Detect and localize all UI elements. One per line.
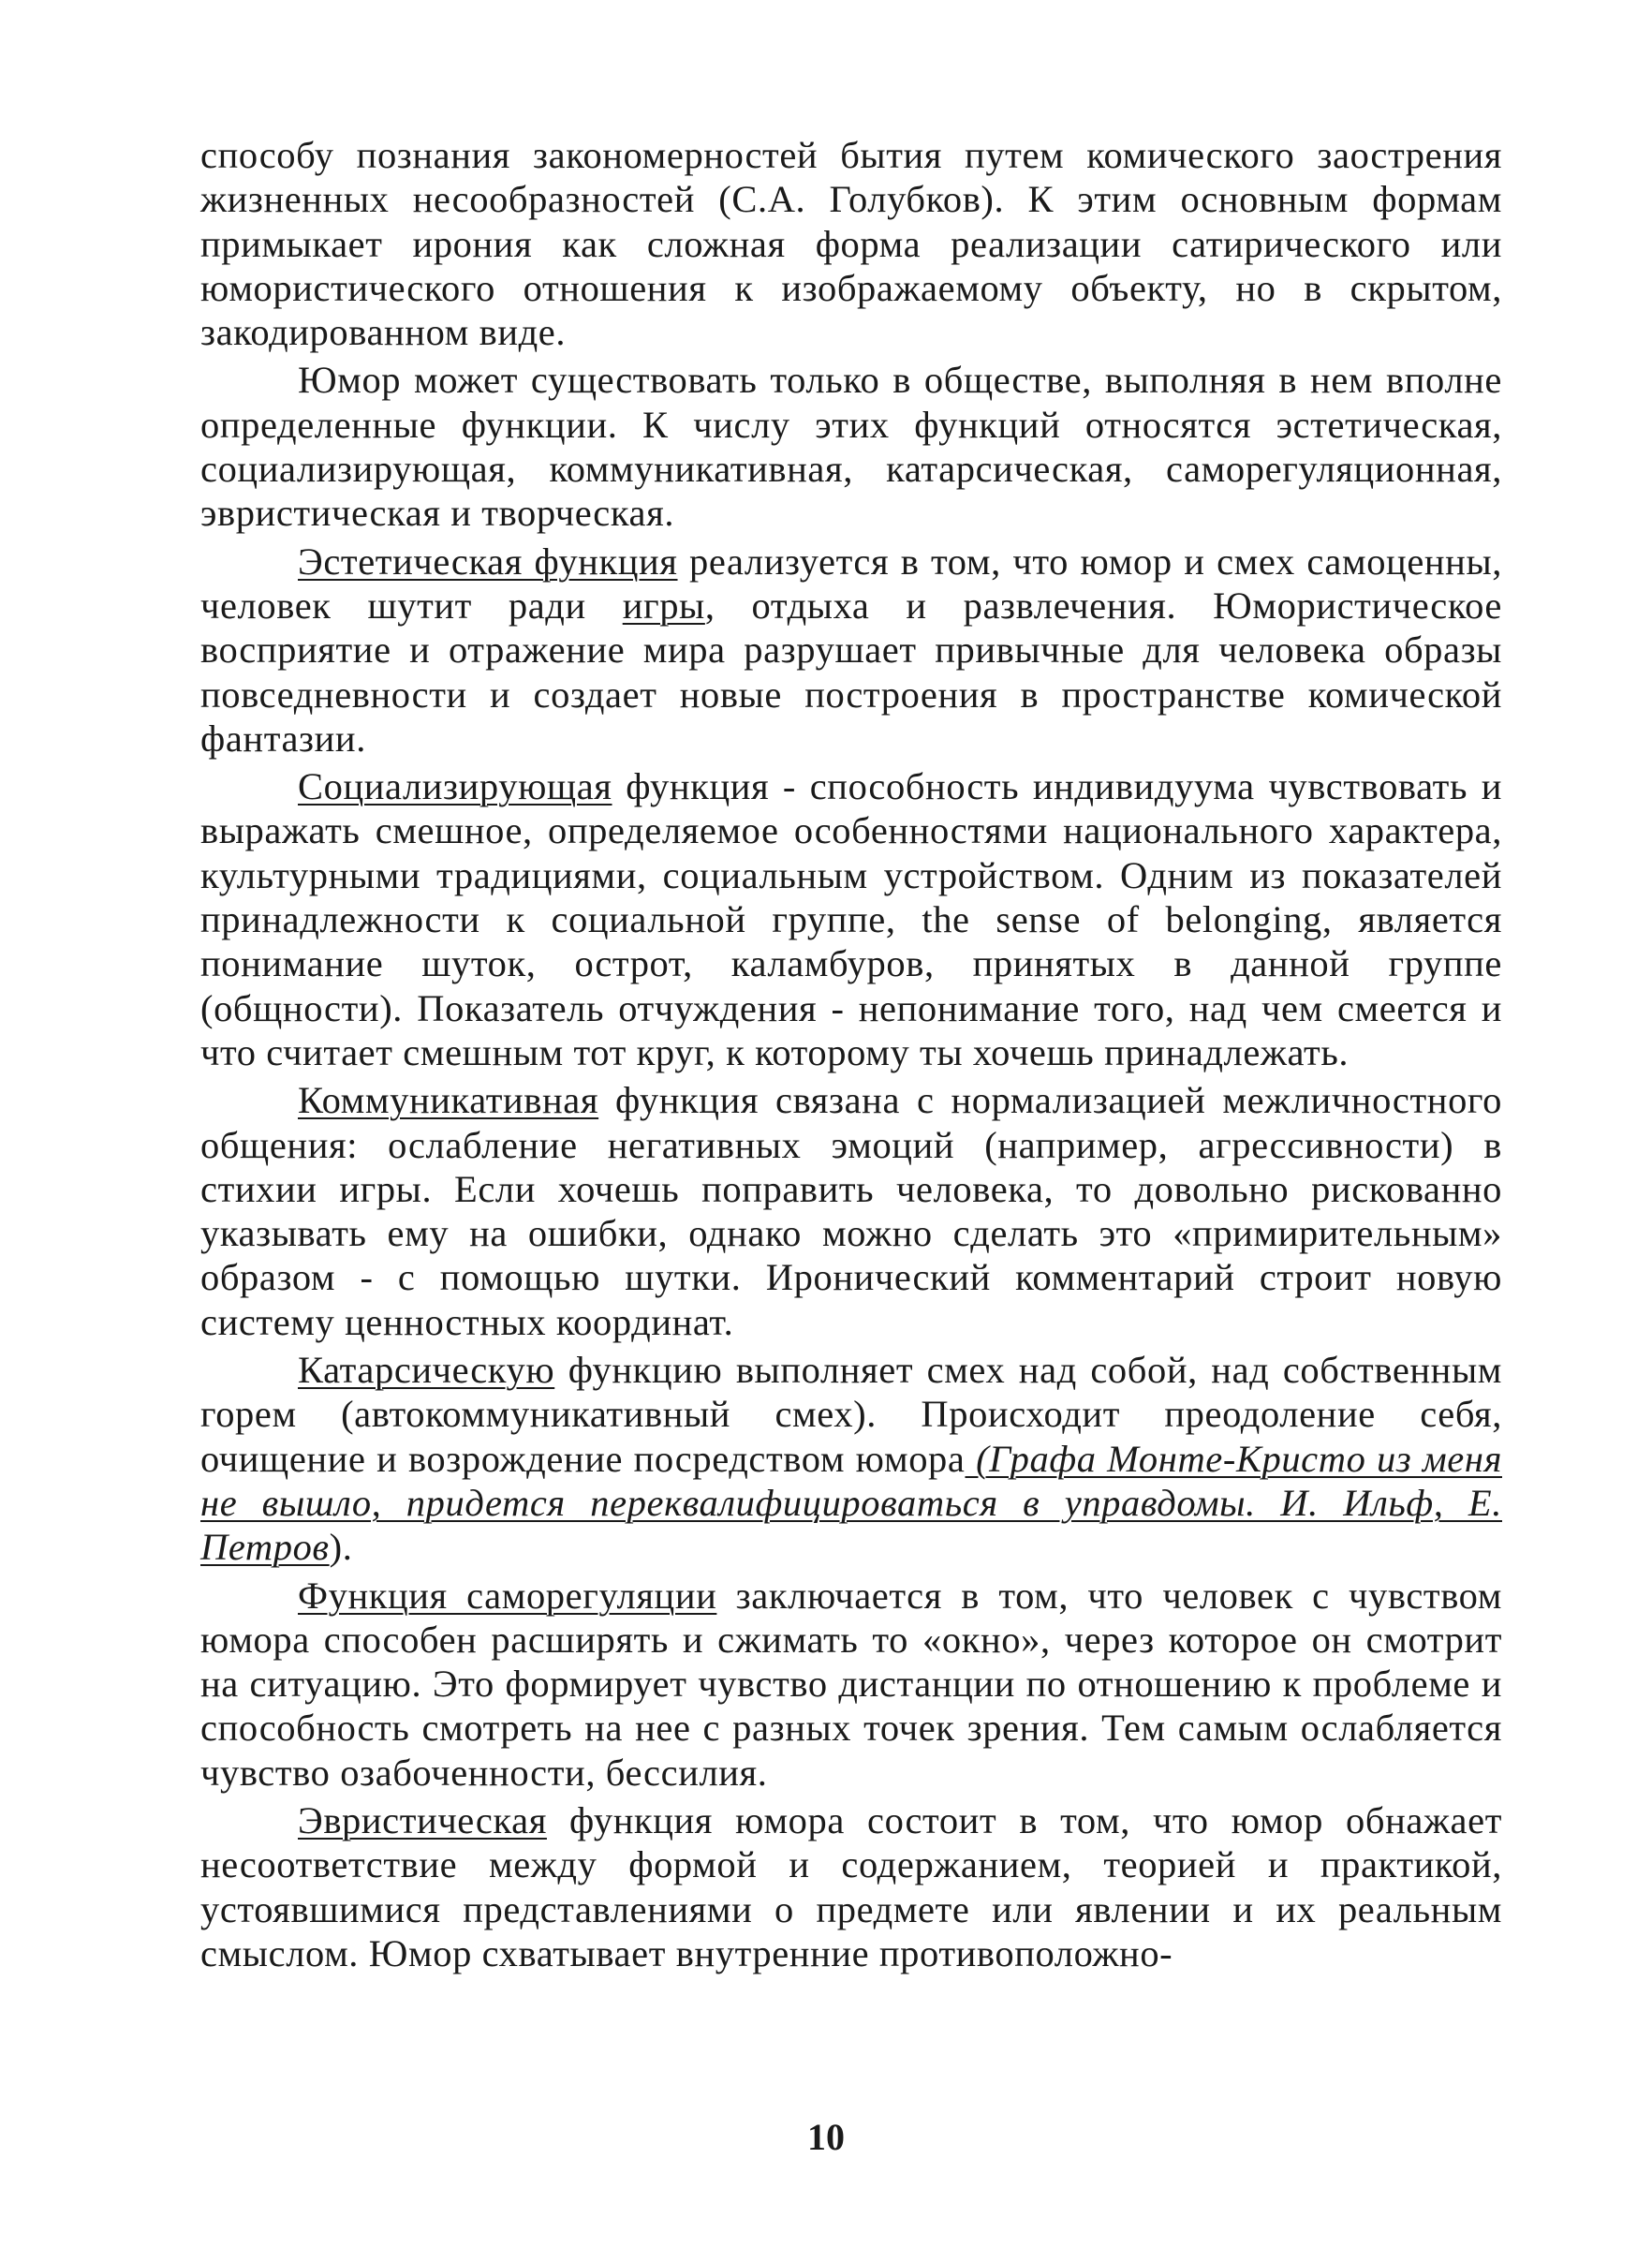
page-number: 10 bbox=[807, 2116, 845, 2158]
term-socializing: Социализирующая bbox=[298, 765, 612, 808]
term-communicative: Коммуникативная bbox=[298, 1079, 599, 1122]
paragraph-2 bbox=[200, 358, 1502, 535]
word-game: игры bbox=[622, 584, 705, 627]
paragraph-self-regulation-text: заключается в том, что человек с чувством юмора способен расширять и сжимать то «окно», через которое он смотрит на ситуацию. Это формирует чувство дистанции по отношению к проблеме и способность смотреть на нее с разных точек зрения. Тем самым ослабляется чувство озабоченности, бессилия. bbox=[200, 1574, 1502, 1794]
body-text bbox=[200, 133, 1502, 1975]
paragraph-heuristic-function bbox=[200, 1798, 1502, 1975]
paragraph-cathartic-tail: ). bbox=[329, 1526, 353, 1569]
paragraph-aesthetic-text-a: реализуется в том, что юмор и смех самоценны, человек шутит ради bbox=[200, 540, 1502, 627]
term-cathartic: Катарсическую bbox=[298, 1349, 555, 1392]
term-heuristic: Эвристическая bbox=[298, 1798, 547, 1841]
ilf-petrov-quote: (Графа Монте-Кристо из меня не вышло, придется переквалифицироваться в управдомы. И. Ильф, Е. Петров bbox=[200, 1437, 1502, 1569]
paragraph-2-text: Юмор может существовать только в обществе, выполняя в нем вполне определенные функции. К числу этих функций относятся эстетическая, социализирующая, коммуникативная, катарсическая, саморегуляционная, эвристическая и творческая. bbox=[200, 359, 1502, 535]
paragraph-1 bbox=[200, 133, 1502, 354]
paragraph-cathartic-function bbox=[200, 1348, 1502, 1569]
paragraph-heuristic-text: функция юмора состоит в том, что юмор обнажает несоответствие между формой и содержанием, теорией и практикой, устоявшимися представлениями о предмете или явлении и их реальным смыслом. Юмор схватывает внутренние противоположно- bbox=[200, 1798, 1502, 1974]
paragraph-self-regulation-function bbox=[200, 1574, 1502, 1795]
paragraph-communicative-text: функция связана с нормализацией межличностного общения: ослабление негативных эмоций (например, агрессивности) в стихии игры. Если хочешь поправить человека, то довольно рискованно указывать ему на ошибки, однако можно сделать это «примирительным» образом - с помощью шутки. Иронический комментарий строит новую систему ценностных координат. bbox=[200, 1079, 1502, 1343]
paragraph-1-text: способу познания закономерностей бытия путем комического заострения жизненных несообразностей (С.А. Голубков). К этим основным формам примыкает ирония как сложная форма реализации сатирического или юмористического отношения к изображаемому объекту, но в скрытом, закодированном виде. bbox=[200, 134, 1502, 354]
paragraph-communicative-function bbox=[200, 1078, 1502, 1344]
paragraph-aesthetic-text-b: , отдыха и развлечения. Юмористическое восприятие и отражение мира разрушает привычные для человека образы повседневности и создает новые построения в пространстве комической фантазии. bbox=[200, 584, 1502, 760]
term-self-regulation: Функция саморегуляции bbox=[298, 1574, 717, 1617]
paragraph-socializing-text: функция - способность индивидуума чувствовать и выражать смешное, определяемое особенностями национального характера, культурными традициями, социальным устройством. Одним из показателей принадлежности к социальной группе, the sense of belonging, является понимание шуток, острот, каламбуров, принятых в данной группе (общности). Показатель отчуждения - непонимание того, над чем смеется и что считает смешным тот круг, к которому ты хочешь принадлежать. bbox=[200, 765, 1502, 1073]
paragraph-cathartic-text: функцию выполняет смех над собой, над собственным горем (автокоммуникативный смех). Происходит преодоление себя, очищение и возрождение посредством юмора bbox=[200, 1349, 1502, 1480]
paragraph-aesthetic-function bbox=[200, 540, 1502, 761]
term-aesthetic-function: Эстетическая функция bbox=[298, 540, 678, 583]
paragraph-socializing-function bbox=[200, 764, 1502, 1074]
